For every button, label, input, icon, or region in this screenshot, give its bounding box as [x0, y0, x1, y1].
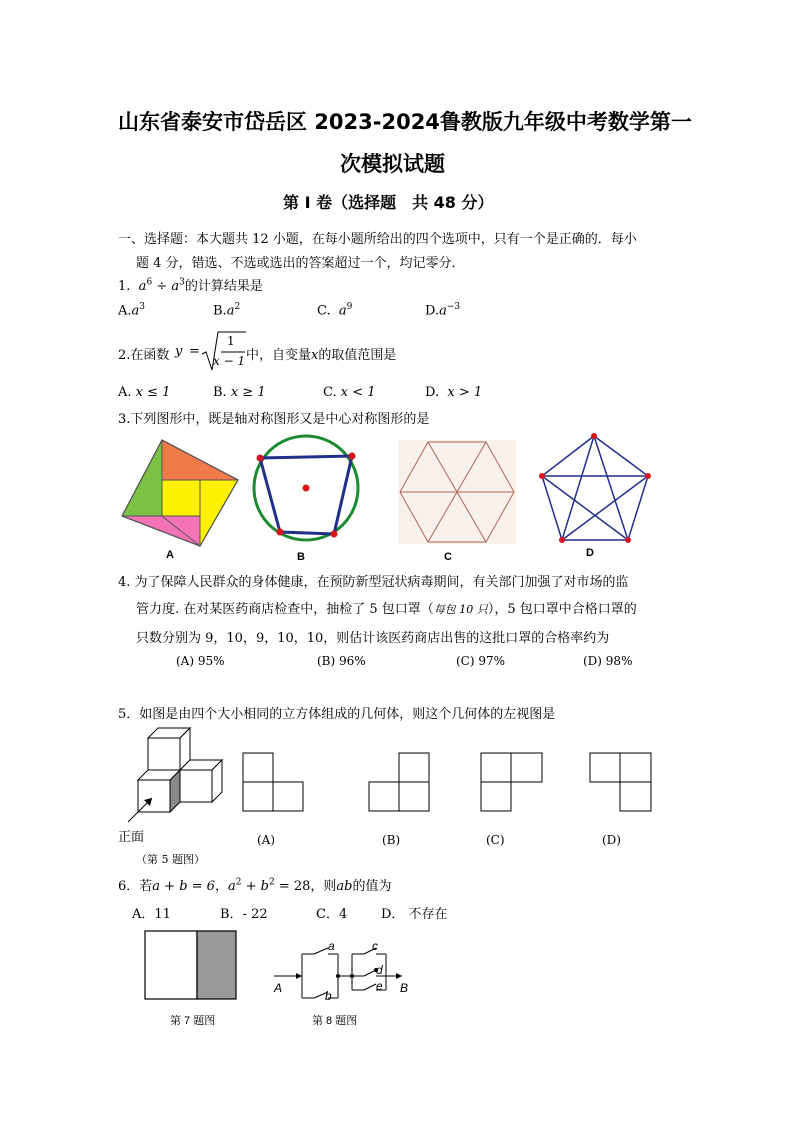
question-4-line-3: 只数分别为 9，10，9，10，10，则估计该医药商店出售的这批口罩的合格率约为 — [136, 631, 610, 646]
section-title: 第 I 卷（选择题 共 48 分） — [283, 193, 494, 212]
q8-label-A: A — [274, 981, 283, 995]
q4-option-a: (A) 95% — [176, 654, 225, 668]
q7-rectangle-figure — [144, 930, 238, 1002]
q1-option-c: C. $a^9$ — [317, 302, 353, 319]
q1-option-d: $D.a^{-3}$ — [425, 302, 461, 319]
q8-label-d: d — [376, 963, 383, 977]
question-6: 6．若a + b = 6，$a^2 + b^2 = 28$，则ab的值为 — [118, 877, 392, 894]
q8-caption: 第 8 题图 — [312, 1015, 358, 1027]
question-3: 3.下列图形中，既是轴对称图形又是中心对称图形的是 — [118, 412, 430, 427]
q6-option-c: C．4 — [316, 907, 348, 922]
question-4-line-1: 4. 为了保障人民群众的身体健康，在预防新型冠状病毒期间，有关部门加强了对市场的监 — [118, 575, 629, 590]
question-5: 5．如图是由四个大小相同的立方体组成的几何体，则这个几何体的左视图是 — [118, 707, 556, 722]
q4-option-c: (C) 97% — [456, 654, 506, 668]
q2-option-a: A. x ≤ 1 — [118, 385, 171, 400]
figure-c-label: C — [444, 551, 452, 563]
q8-label-e: e — [376, 979, 383, 993]
q8-label-c: c — [372, 939, 378, 953]
q5-cube-solid — [118, 726, 230, 866]
q6-option-d: D． 不存在 — [381, 907, 448, 922]
figure-a-tangram — [118, 436, 244, 562]
q1-option-b: $B.a^2$ — [213, 302, 241, 319]
q2-prefix: 2.在函数 — [118, 348, 170, 363]
q8-label-B: B — [400, 981, 409, 995]
instructions-line-2: 题 4 分，错选、不选或选出的答案超过一个，均记零分． — [136, 256, 465, 271]
q8-circuit-figure — [272, 940, 412, 1006]
front-label: 正面 — [118, 830, 145, 845]
q5-caption: （第 5 题图） — [136, 853, 205, 866]
q2-denominator: x − 1 — [213, 354, 246, 368]
question-1: 1. $a^6 \div a^3$的计算结果是 — [118, 277, 263, 294]
q2-numerator: 1 — [227, 334, 235, 348]
q5-option-b-label: (B) — [382, 833, 401, 847]
q6-option-a: A．11 — [132, 907, 171, 922]
q8-label-b: b — [325, 989, 332, 1003]
q5-option-a-label: (A) — [257, 833, 276, 847]
figure-b-circle-quadrilateral — [250, 436, 362, 564]
q4-option-b: (B) 96% — [317, 654, 366, 668]
q5-option-a-view — [242, 752, 304, 812]
q2-option-b: B. x ≥ 1 — [213, 385, 266, 400]
q5-option-d-view — [589, 752, 653, 812]
figure-d-pentagram — [538, 432, 654, 560]
q5-option-b-view — [368, 752, 430, 812]
instructions-line-1: 一、选择题：本大题共 12 小题，在每小题所给出的四个选项中，只有一个是正确的．每小 — [118, 232, 637, 247]
figure-d-label: D — [586, 547, 594, 559]
sqrt-sign — [200, 330, 250, 375]
title-line-1: 山东省泰安市岱岳区 2023-2024鲁教版九年级中考数学第一 — [118, 110, 692, 134]
q2-option-d: D. x > 1 — [425, 385, 483, 400]
q2-y: y — [175, 344, 183, 359]
q6-option-b: B．- 22 — [220, 907, 268, 922]
q8-label-a: a — [328, 939, 335, 953]
q5-option-c-label: (C) — [486, 833, 505, 847]
q2-suffix: 中，自变量x的取值范围是 — [246, 348, 397, 363]
q5-option-d-label: (D) — [602, 833, 621, 847]
figure-b-label: B — [297, 551, 305, 563]
q1-option-a: $A.a^3$ — [118, 302, 146, 319]
question-4-line-2: 管力度. 在对某医药商店检查中，抽检了 5 包口罩（每包 10 只），5 包口罩中合格口罩的 — [136, 602, 637, 617]
figure-a-label: A — [166, 549, 174, 561]
figure-c-hexagon — [398, 440, 516, 564]
q4-option-d: (D) 98% — [583, 654, 633, 668]
q2-eq: = — [189, 344, 200, 359]
q2-option-c: C. x < 1 — [323, 385, 376, 400]
q5-option-c-view — [480, 752, 544, 812]
title-line-2: 次模拟试题 — [340, 152, 445, 176]
q7-caption: 第 7 题图 — [170, 1015, 216, 1027]
